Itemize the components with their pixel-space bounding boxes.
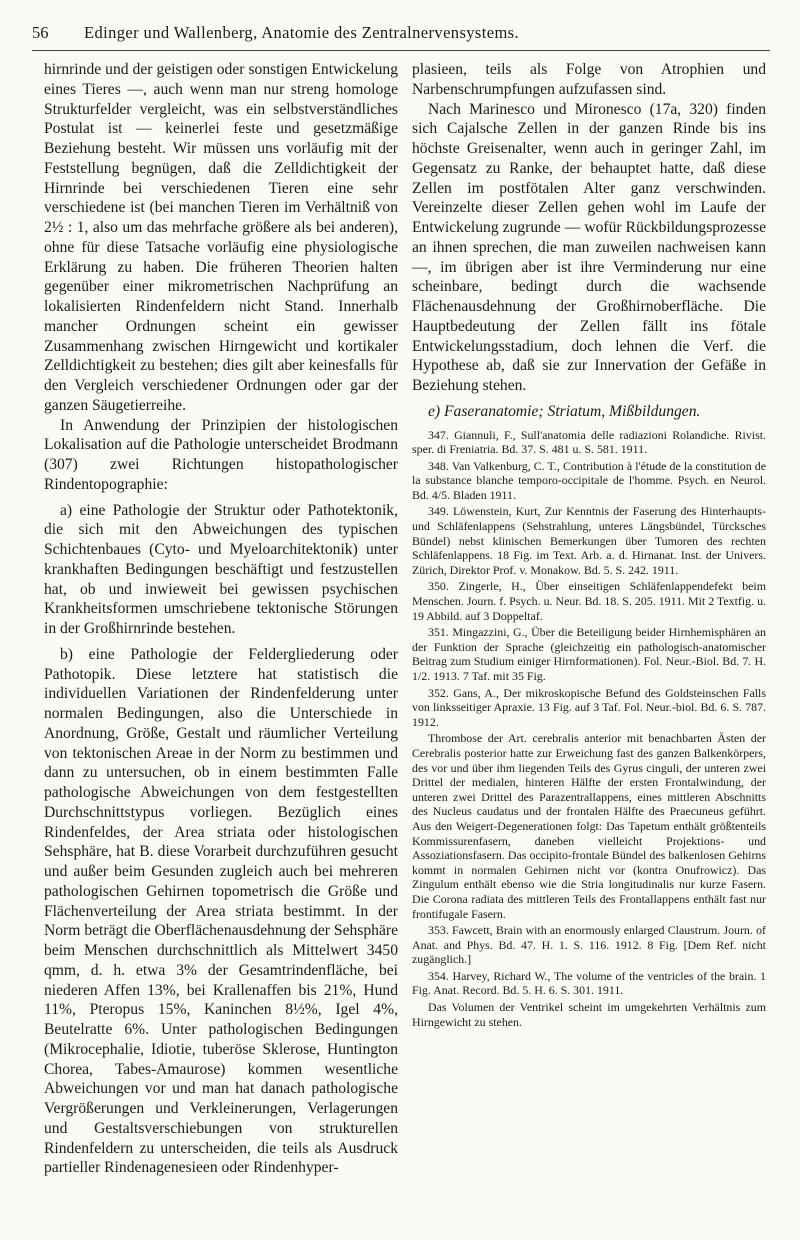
list-item-b: b) eine Pathologie der Feldergliederung oder Pathotopik. Diese letztere hat statistisch die individuellen Variationen der Rindenfelderung unter normalen Bedingungen, also die Unterschiede in Anordnung, Größe, Gestalt und räumlicher Verteilung von tektonischen Areae in der Norm zu bestimmen und dann zu untersuchen, ob in einem bestimmten Falle pathologische Abweichungen von dem festgestellten Durchschnittstypus vorliegen. Bezüglich eines Rindenfeldes, der Area striata oder histologischen Sehsphäre, hat B. diese Vorarbeit durchzuführen gesucht und außer beim Gesunden zugleich auch bei mehreren pathologischen Gehirnen topometrisch die Größe und Flächenverteilung der Area striata bestimmt. In der Norm beträgt die Oberflächenausdehnung der Sehsphäre beim Menschen durchschnittlich als Mittelwert 3450 qmm, d. h. etwa 3% der Gesamtrindenfläche, bei niederen Affen 13%, bei Krallenaffen bis 21%, Hund 11%, Pteropus 15%, Kaninchen 8½%, Igel 4%, Beutelratte 6%. Unter pathologischen Bedingungen (Mikrocephalie, Idiotie, tuberöse Sklerose, Huntington Chorea, Tabes-Amaurose) kommen wesentliche Abweichungen vor und man hat danach pathologische Vergrößerungen und Verkleinerungen, Verlagerungen und Gestaltsverschiebungen von strukturellen Rindenfeldern zu unterscheiden, die teils als Ausdruck partieller Rindenagenesieen oder Rindenhyper- <box>44 645 398 1177</box>
reference-entry: 349. Löwenstein, Kurt, Zur Kenntnis der Faserung des Hinterhaupts- und Schläfenlappens (Sehstrahlung, unteres Längsbündel, Türcksches Bündel) nebst klinischen Bemerkungen über Tumoren des rechten Schläfenlappens. 18 Fig. im Text. Arb. a. d. Hirnanat. Inst. der Univers. Zürich, Direktor Prof. v. Monakow. Bd. 5. S. 242. 1911. <box>412 504 766 577</box>
body-paragraph: In Anwendung der Prinzipien der histologischen Lokalisation auf die Pathologie unterscheidet Brodmann (307) zwei Richtungen histopathologischer Rindentopographie: <box>44 416 398 493</box>
left-column <box>44 60 398 1178</box>
reference-entry: 353. Fawcett, Brain with an enormously enlarged Claustrum. Journ. of Anat. and Phys. Bd. 47. H. 1. S. 116. 1912. 8 Fig. [Dem Ref. nicht zugänglich.] <box>412 923 766 967</box>
reference-note: Thrombose der Art. cerebralis anterior mit benachbarten Ästen der Cerebralis posterior hatte zur Erweichung fast des ganzen Balkenkörpers, des vor und über ihm liegenden Teils des Gyrus cinguli, der unteren zwei Drittel der medialen, hinteren Hälfte der ersten Frontalwindung, der unteren zwei Drittel des Parazentrallappens, eines mittleren Abschnitts des Nucleus caudatus und der frontalen Hälfte des Praecuneus geführt. Aus den Weigert-Degenerationen folgt: Das Tapetum enthält größtenteils Kommissurenfasern, daneben vielleicht Projektions- und Assoziationsfasern. Das occipito-frontale Bündel des balkenlosen Gehirns kommt in normalen Gehirnen nicht vor (kontra Onufrowicz). Das Zingulum enthält ebenso wie die Stria longitudinalis nur kurze Fasern. Die Corona radiata des mittleren Teils des Frontallappens enthält fast nur frontifugale Fasern. <box>412 731 766 921</box>
reference-note: Das Volumen der Ventrikel scheint im umgekehrten Verhältnis zum Hirngewicht zu stehen. <box>412 1000 766 1029</box>
body-paragraph: Nach Marinesco und Mironesco (17a, 320) finden sich Cajalsche Zellen in der ganzen Rinde bis ins höchste Greisenalter, wenn auch in geringer Zahl, im Gegensatz zu Ranke, der behauptet hatte, daß diese Zellen im postfötalen Alter ganz verschwinden. Vereinzelte dieser Zellen gehen wohl im Laufe der Entwickelung zugrunde — wofür Rückbildungsprozesse an ihnen sprechen, die man zuweilen nachweisen kann —, im übrigen aber ist ihre Verminderung nur eine scheinbare, bedingt durch die wachsende Flächenausdehnung der Großhirnoberfläche. Die Hauptbedeutung der Zellen fällt ins fötale Entwickelungsstadium, doch lehnen die Verf. die Hypothese ab, daß sie zur Innervation der Gefäße in Beziehung stehen. <box>412 100 766 394</box>
reference-entry: 348. Van Valkenburg, C. T., Contribution à l'étude de la constitution de la substance blanche temporo-occipitale de l'homme. Psych. en Neurol. Bd. 4/5. Bladen 1911. <box>412 458 766 502</box>
reference-list <box>412 428 766 1030</box>
reference-entry: 350. Zingerle, H., Über einseitigen Schläfenlappendefekt beim Menschen. Journ. f. Psych. u. Neur. Bd. 18. S. 205. 1911. Mit 2 Textfig. u. 19 Abbild. auf 3 Doppeltaf. <box>412 579 766 623</box>
page-number: 56 <box>32 23 49 42</box>
right-column <box>412 60 766 1031</box>
reference-entry: 352. Gans, A., Der mikroskopische Befund des Goldsteinschen Falls von linksseitiger Apraxie. 13 Fig. auf 3 Taf. Fol. Neur.-biol. Bd. 6. S. 787. 1912. <box>412 685 766 729</box>
reference-entry: 351. Mingazzini, G., Über die Beteiligung beider Hirnhemisphären an der Funktion der Sprache (gleichzeitig ein pathologisch-anatomischer Beitrag zum Studium einiger Hirnformationen). Fol. Neur.-Biol. Bd. 7. H. 1/2. 1913. 7 Taf. mit 35 Fig. <box>412 625 766 683</box>
running-header <box>32 20 770 51</box>
body-paragraph: hirnrinde und der geistigen oder sonstigen Entwickelung eines Tieres —, auch wenn man nur streng homologe Strukturfelder vergleicht, was ein selbstverständliches Postulat ist — keinerlei feste und gesetzmäßige Beziehung besteht. Wir müssen uns vorläufig mit der Feststellung begnügen, daß die Zelldichtigkeit der Hirnrinde bei verschiedenen Tieren eine sehr verschiedene ist (bei manchen Tieren im Verhältniß von 2½ : 1, also um das mehrfache größere als bei anderen), ohne für diese Tatsache vorläufig eine physiologische Erklärung zu haben. Die früheren Theorien halten gegenüber einer mikrometrischen Nachprüfung an lokalisierten Rindenfeldern nicht Stand. Innerhalb mancher Ordnungen scheint ein gewisser Zusammenhang zwischen Hirngewicht und kortikaler Zelldichtigkeit zu bestehen; dies gilt aber keinesfalls für den Vergleich verschiedener Ordnungen oder gar der ganzen Säugetierreihe. <box>44 61 398 414</box>
section-heading: e) Faseranatomie; Striatum, Mißbildungen. <box>428 402 701 420</box>
reference-entry: 354. Harvey, Richard W., The volume of the ventricles of the brain. 1 Fig. Anat. Record. Bd. 5. H. 6. S. 301. 1911. <box>412 968 766 998</box>
running-title: Edinger und Wallenberg, Anatomie des Zentralnervensystems. <box>84 23 520 42</box>
body-paragraph: plasieen, teils als Folge von Atrophien und Narbenschrumpfungen aufzufassen sind. <box>412 61 766 98</box>
reference-entry: 347. Giannuli, F., Sull'anatomia delle radiazioni Rolandiche. Rivist. sper. di Freniatria. Bd. 37. S. 481 u. S. 581. 1911. <box>412 427 766 457</box>
list-item-a: a) eine Pathologie der Struktur oder Pathotektonik, die sich mit den Abweichungen des typischen Schichtenbaues (Cyto- und Myeloarchitektonik) unter krankhaften Bedingungen beschäftigt und festzustellen hat, ob und inwieweit bei gewissen psychischen Krankheitsformen umschriebene tektonische Störungen in der Großhirnrinde bestehen. <box>44 501 398 637</box>
